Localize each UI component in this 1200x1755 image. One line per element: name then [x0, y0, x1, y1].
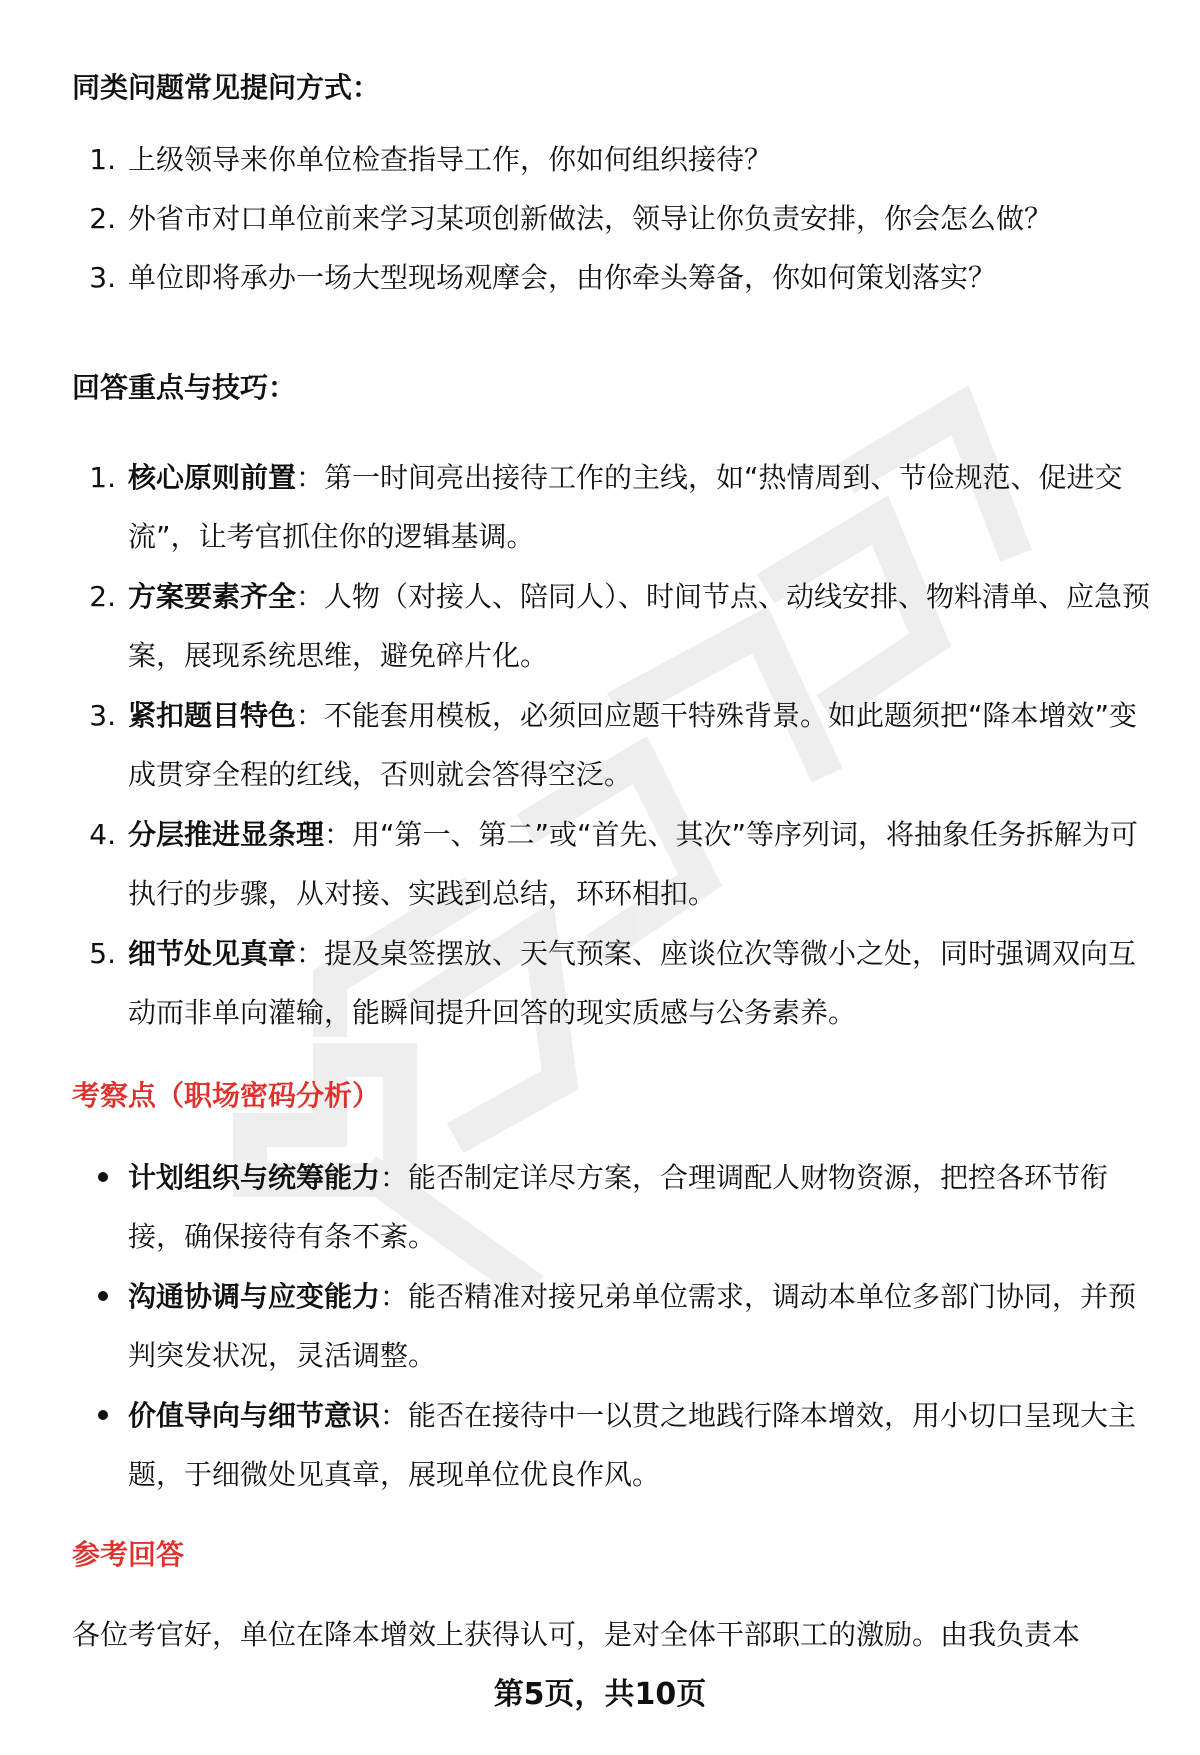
list-item-title: 方案要素齐全	[128, 580, 297, 613]
section-heading-assessment: 考察点（职场密码分析）	[72, 1079, 381, 1112]
list-number: 3.	[89, 699, 116, 732]
list-item-text: ：能否在接待中一以贯之地践行降本增效，用小切口呈现大主题，于细微处见真章，展现单位优良作风。	[128, 1399, 1137, 1491]
list-item-title: 价值导向与细节意识	[128, 1399, 381, 1432]
list-item	[72, 567, 1152, 685]
list-number: 1.	[89, 143, 116, 176]
list-item-text: ：人物（对接人、陪同人）、时间节点、动线安排、物料清单、应急预案，展现系统思维，避免碎片化。	[128, 580, 1151, 672]
reference-paragraph: 各位考官好，单位在降本增效上获得认可，是对全体干部职工的激励。由我负责本	[72, 1618, 1081, 1651]
list-item-title: 细节处见真章	[128, 937, 297, 970]
list-item-text: ：提及桌签摆放、天气预案、座谈位次等微小之处，同时强调双向互动而非单向灌输，能瞬间提升回答的现实质感与公务素养。	[128, 937, 1137, 1029]
list-item-title: 计划组织与统筹能力	[128, 1161, 381, 1194]
list-item-title: 紧扣题目特色	[128, 699, 297, 732]
list-item-text: ：不能套用模板，必须回应题干特殊背景。如此题须把“降本增效”变成贯穿全程的红线，否则就会答得空泛。	[128, 699, 1138, 791]
common-questions-list	[72, 130, 1152, 307]
list-item-text: 单位即将承办一场大型现场观摩会，由你牵头筹备，你如何策划落实？	[128, 261, 997, 294]
list-item	[72, 248, 1152, 307]
section-heading-tips: 回答重点与技巧：	[72, 371, 297, 404]
section-heading-reference: 参考回答	[72, 1538, 185, 1571]
list-item-text: ：能否制定详尽方案，合理调配人财物资源，把控各环节衔接，确保接待有条不紊。	[128, 1161, 1109, 1253]
list-item	[72, 448, 1152, 566]
list-number: 1.	[89, 461, 116, 494]
list-item	[72, 1267, 1152, 1385]
list-item	[72, 805, 1152, 923]
list-item-title: 沟通协调与应变能力	[128, 1280, 381, 1313]
list-item-title: 分层推进显条理	[128, 818, 325, 851]
section-heading-common-questions: 同类问题常见提问方式：	[72, 71, 381, 104]
bullet-dot-icon	[98, 1291, 108, 1301]
list-item	[72, 1386, 1152, 1504]
list-item-text: ：第一时间亮出接待工作的主线，如“热情周到、节俭规范、促进交流”，让考官抓住你的逻辑基调。	[128, 461, 1123, 553]
list-number: 5.	[89, 937, 116, 970]
list-item	[72, 686, 1152, 804]
list-item	[72, 130, 1152, 189]
list-item-text: ：用“第一、第二”或“首先、其次”等序列词，将抽象任务拆解为可执行的步骤，从对接、实践到总结，环环相扣。	[128, 818, 1139, 910]
page-number-footer: 第5页，共10页	[493, 1677, 707, 1712]
assessment-list	[72, 1148, 1152, 1505]
list-item-text: 外省市对口单位前来学习某项创新做法，领导让你负责安排，你会怎么做？	[128, 202, 1053, 235]
list-number: 4.	[89, 818, 116, 851]
bullet-dot-icon	[98, 1172, 108, 1182]
list-item	[72, 1148, 1152, 1266]
list-number: 2.	[89, 202, 116, 235]
list-number: 3.	[89, 261, 116, 294]
list-number: 2.	[89, 580, 116, 613]
list-item-title: 核心原则前置	[128, 461, 297, 494]
list-item	[72, 924, 1152, 1042]
list-item-text: ：能否精准对接兄弟单位需求，调动本单位多部门协同，并预判突发状况，灵活调整。	[128, 1280, 1137, 1372]
list-item-text: 上级领导来你单位检查指导工作，你如何组织接待？	[128, 143, 773, 176]
list-item	[72, 189, 1152, 248]
bullet-dot-icon	[98, 1410, 108, 1420]
tips-list	[72, 448, 1152, 1043]
